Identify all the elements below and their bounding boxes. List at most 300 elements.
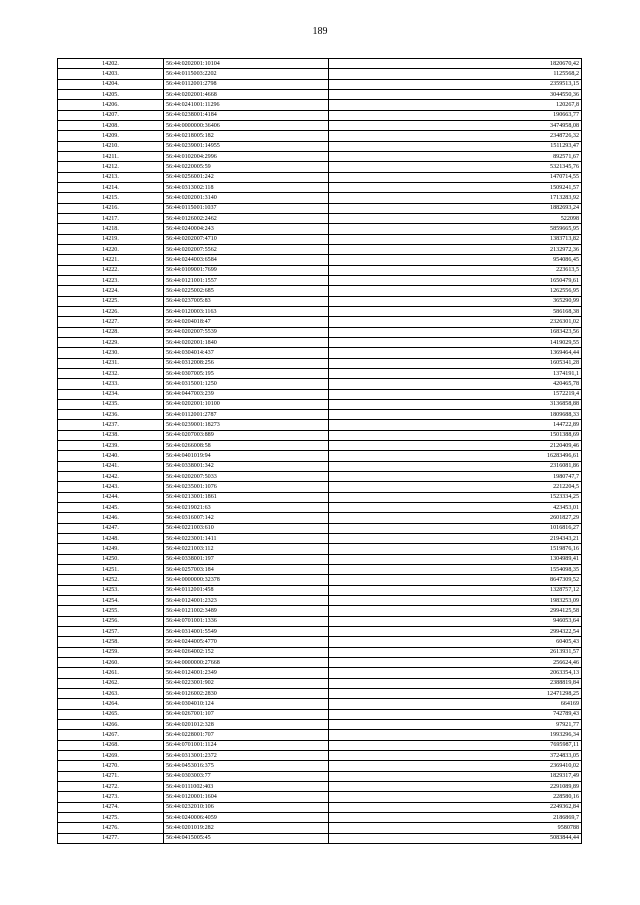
row-number: 14218. [58,224,164,234]
row-number: 14237. [58,420,164,430]
row-number: 14277. [58,833,164,843]
row-number: 14233. [58,379,164,389]
row-number: 14228. [58,327,164,337]
cadastral-value: 946053,64 [329,616,582,626]
row-number: 14206. [58,100,164,110]
table-row [58,451,582,461]
table-row [58,389,582,399]
cadastral-number: 56:44:0315001:1250 [164,379,329,389]
row-number: 14250. [58,554,164,564]
table-row [58,420,582,430]
cadastral-number: 56:44:0202007:5562 [164,244,329,254]
page-number: 189 [312,26,328,37]
cadastral-value: 5321345,76 [329,162,582,172]
table-row [58,224,582,234]
table-row [58,461,582,471]
table-row [58,275,582,285]
table-row [58,761,582,771]
cadastral-number: 56:44:0207003:889 [164,430,329,440]
row-number: 14269. [58,750,164,760]
row-number: 14224. [58,286,164,296]
table-row [58,678,582,688]
cadastral-value: 2994125,58 [329,606,582,616]
cadastral-value: 1554098,35 [329,565,582,575]
table-row [58,110,582,120]
table-row [58,792,582,802]
table-row [58,131,582,141]
cadastral-number: 56:44:0266008:58 [164,441,329,451]
cadastral-value: 5859665,95 [329,224,582,234]
row-number: 14230. [58,348,164,358]
row-number: 14215. [58,193,164,203]
table-row [58,100,582,110]
cadastral-number: 56:44:0202007:5539 [164,327,329,337]
table-row [58,596,582,606]
cadastral-value: 8647309,52 [329,575,582,585]
table-row [58,709,582,719]
cadastral-value: 120267,8 [329,100,582,110]
cadastral-number: 56:44:0201019:282 [164,823,329,833]
row-number: 14246. [58,513,164,523]
cadastral-number: 56:44:0202001:10100 [164,399,329,409]
cadastral-value: 2316081,86 [329,461,582,471]
cadastral-number: 56:44:0219021:63 [164,503,329,513]
cadastral-number: 56:44:0304014:437 [164,348,329,358]
cadastral-number: 56:44:0220005:59 [164,162,329,172]
cadastral-value: 1980747,7 [329,472,582,482]
cadastral-number: 56:44:0401019:94 [164,451,329,461]
row-number: 14223. [58,275,164,285]
cadastral-number: 56:44:0202001:10104 [164,59,329,69]
cadastral-value: 3724833,05 [329,750,582,760]
cadastral-value: 423453,01 [329,503,582,513]
table-row [58,802,582,812]
cadastral-value: 190663,77 [329,110,582,120]
row-number: 14249. [58,544,164,554]
table-row [58,668,582,678]
table-row [58,348,582,358]
table-row [58,141,582,151]
cadastral-value: 1519876,16 [329,544,582,554]
cadastral-value: 954086,45 [329,255,582,265]
cadastral-number: 56:44:0121002:3489 [164,606,329,616]
table-row [58,472,582,482]
row-number: 14254. [58,596,164,606]
cadastral-number: 56:44:0218005:182 [164,131,329,141]
table-row [58,368,582,378]
table-row [58,213,582,223]
cadastral-number: 56:44:0120001:1604 [164,792,329,802]
row-number: 14270. [58,761,164,771]
table-row [58,585,582,595]
cadastral-value: 16283496,61 [329,451,582,461]
row-number: 14209. [58,131,164,141]
row-number: 14236. [58,410,164,420]
table-row [58,554,582,564]
table-row [58,317,582,327]
cadastral-number: 56:44:0240006:4059 [164,812,329,822]
cadastral-value: 2359513,15 [329,79,582,89]
row-number: 14214. [58,182,164,192]
table-row [58,306,582,316]
table-row [58,482,582,492]
cadastral-value: 1993296,34 [329,730,582,740]
table-row [58,79,582,89]
table-row [58,255,582,265]
cadastral-value: 1374191,1 [329,368,582,378]
cadastral-value: 1523334,25 [329,492,582,502]
cadastral-number: 56:44:0202001:1840 [164,337,329,347]
cadastral-number: 56:44:0313001:2372 [164,750,329,760]
cadastral-value: 742789,43 [329,709,582,719]
cadastral-number: 56:44:0415005:45 [164,833,329,843]
table-row [58,781,582,791]
table-row [58,513,582,523]
row-number: 14234. [58,389,164,399]
row-number: 14267. [58,730,164,740]
row-number: 14210. [58,141,164,151]
cadastral-number: 56:44:0264002:152 [164,647,329,657]
table-row [58,410,582,420]
cadastral-number: 56:44:0304010:124 [164,699,329,709]
table-row [58,182,582,192]
cadastral-value: 3136858,88 [329,399,582,409]
cadastral-number: 56:44:0109001:7699 [164,265,329,275]
row-number: 14262. [58,678,164,688]
cadastral-number: 56:44:0124001:2323 [164,596,329,606]
cadastral-number: 56:44:0124001:2349 [164,668,329,678]
table-row [58,151,582,161]
cadastral-value: 365290,99 [329,296,582,306]
row-number: 14212. [58,162,164,172]
row-number: 14252. [58,575,164,585]
table-row [58,441,582,451]
cadastral-value: 586168,38 [329,306,582,316]
cadastral-value: 2120409,46 [329,441,582,451]
row-number: 14229. [58,337,164,347]
table-row [58,575,582,585]
table-row [58,833,582,843]
row-number: 14255. [58,606,164,616]
cadastral-value: 9580788 [329,823,582,833]
cadastral-number: 56:44:0240004:243 [164,224,329,234]
cadastral-value: 1983253,09 [329,596,582,606]
cadastral-number: 56:44:0204018:47 [164,317,329,327]
cadastral-value: 7695987,11 [329,740,582,750]
cadastral-value: 1809688,33 [329,410,582,420]
cadastral-number: 56:44:0241001:11296 [164,100,329,110]
cadastral-number: 56:44:0453016:375 [164,761,329,771]
cadastral-value: 2132972,36 [329,244,582,254]
row-number: 14219. [58,234,164,244]
row-number: 14245. [58,503,164,513]
cadastral-value: 522098 [329,213,582,223]
cadastral-number: 56:44:0223001:902 [164,678,329,688]
row-number: 14244. [58,492,164,502]
table-row [58,265,582,275]
row-number: 14204. [58,79,164,89]
table-row [58,337,582,347]
cadastral-number: 56:44:0701001:1124 [164,740,329,750]
row-number: 14263. [58,689,164,699]
cadastral-value: 2186869,7 [329,812,582,822]
cadastral-value: 664169 [329,699,582,709]
cadastral-number: 56:44:0244005:4770 [164,637,329,647]
cadastral-number: 56:44:0120003:1163 [164,306,329,316]
row-number: 14205. [58,89,164,99]
row-number: 14261. [58,668,164,678]
cadastral-value: 1501388,69 [329,430,582,440]
cadastral-value: 1713283,92 [329,193,582,203]
cadastral-value: 2249362,84 [329,802,582,812]
row-number: 14275. [58,812,164,822]
cadastral-number: 56:44:0213001:1861 [164,492,329,502]
row-number: 14238. [58,430,164,440]
cadastral-number: 56:44:0112001:2798 [164,79,329,89]
cadastral-number: 56:44:0316007:142 [164,513,329,523]
table-row [58,172,582,182]
cadastral-number: 56:44:0115003:2202 [164,69,329,79]
row-number: 14220. [58,244,164,254]
cadastral-number: 56:44:0338001:197 [164,554,329,564]
cadastral-value: 2369410,02 [329,761,582,771]
row-number: 14231. [58,358,164,368]
cadastral-number: 56:44:0228001:707 [164,730,329,740]
row-number: 14217. [58,213,164,223]
table-row [58,244,582,254]
cadastral-number: 56:44:0000000:36406 [164,120,329,130]
cadastral-value: 223613,5 [329,265,582,275]
cadastral-number: 56:44:0121001:1557 [164,275,329,285]
row-number: 14241. [58,461,164,471]
row-number: 14247. [58,523,164,533]
cadastral-number: 56:44:0126002:2830 [164,689,329,699]
cadastral-number: 56:44:0202007:4710 [164,234,329,244]
table-row [58,69,582,79]
cadastral-value: 1470714,55 [329,172,582,182]
cadastral-value: 420465,78 [329,379,582,389]
row-number: 14213. [58,172,164,182]
cadastral-value: 60405,43 [329,637,582,647]
row-number: 14225. [58,296,164,306]
cadastral-number: 56:44:0239001:18273 [164,420,329,430]
cadastral-number: 56:44:0112001:2787 [164,410,329,420]
cadastral-value: 1262556,95 [329,286,582,296]
row-number: 14260. [58,658,164,668]
table-row [58,812,582,822]
table-row [58,286,582,296]
table-row [58,162,582,172]
table-row [58,823,582,833]
cadastral-number: 56:44:0221003:610 [164,523,329,533]
cadastral-value: 1419029,55 [329,337,582,347]
cadastral-value: 1829317,49 [329,771,582,781]
table-row [58,296,582,306]
cadastral-number: 56:44:0000000:32378 [164,575,329,585]
cadastral-value: 1820670,42 [329,59,582,69]
table-row [58,637,582,647]
row-number: 14276. [58,823,164,833]
cadastral-value: 5083844,44 [329,833,582,843]
table-row [58,120,582,130]
row-number: 14221. [58,255,164,265]
table-row [58,647,582,657]
cadastral-number: 56:44:0244003:6584 [164,255,329,265]
cadastral-value: 1572219,4 [329,389,582,399]
cadastral-value: 12471298,25 [329,689,582,699]
table-row [58,771,582,781]
cadastral-value: 1383713,82 [329,234,582,244]
table-row [58,203,582,213]
cadastral-number: 56:44:0307005:195 [164,368,329,378]
row-number: 14264. [58,699,164,709]
cadastral-number: 56:44:0313002:118 [164,182,329,192]
row-number: 14265. [58,709,164,719]
cadastral-value: 3044550,36 [329,89,582,99]
cadastral-value: 2063354,13 [329,668,582,678]
row-number: 14271. [58,771,164,781]
table-row [58,193,582,203]
row-number: 14240. [58,451,164,461]
row-number: 14207. [58,110,164,120]
table-row [58,730,582,740]
cadastral-number: 56:44:0447003:239 [164,389,329,399]
row-number: 14242. [58,472,164,482]
cadastral-number: 56:44:0237005:83 [164,296,329,306]
cadastral-value: 228580,16 [329,792,582,802]
row-number: 14216. [58,203,164,213]
cadastral-number: 56:44:0111002:403 [164,781,329,791]
cadastral-value: 144722,89 [329,420,582,430]
table-row [58,699,582,709]
cadastral-number: 56:44:0201012:328 [164,720,329,730]
cadastral-number: 56:44:0257003:184 [164,565,329,575]
table-row [58,740,582,750]
cadastral-value: 1605341,28 [329,358,582,368]
cadastral-value: 2291089,89 [329,781,582,791]
cadastral-number: 56:44:0202001:3140 [164,193,329,203]
table-row [58,627,582,637]
table-row [58,234,582,244]
table-row [58,523,582,533]
cadastral-value: 1511293,47 [329,141,582,151]
table-row [58,720,582,730]
table-row [58,379,582,389]
cadastral-number: 56:44:0314001:5549 [164,627,329,637]
table-row [58,658,582,668]
cadastral-number: 56:44:0112001:458 [164,585,329,595]
table-row [58,565,582,575]
table-row [58,534,582,544]
table-row [58,616,582,626]
row-number: 14256. [58,616,164,626]
row-number: 14208. [58,120,164,130]
row-number: 14248. [58,534,164,544]
table-row [58,399,582,409]
table-row [58,59,582,69]
cadastral-number: 56:44:0115001:1037 [164,203,329,213]
cadastral-value: 1509241,57 [329,182,582,192]
table-row [58,327,582,337]
cadastral-number: 56:44:0338001:342 [164,461,329,471]
row-number: 14253. [58,585,164,595]
row-number: 14243. [58,482,164,492]
cadastral-number: 56:44:0102004:2996 [164,151,329,161]
cadastral-number: 56:44:0223001:1411 [164,534,329,544]
row-number: 14226. [58,306,164,316]
row-number: 14235. [58,399,164,409]
row-number: 14232. [58,368,164,378]
row-number: 14222. [58,265,164,275]
cadastral-value: 2212204,5 [329,482,582,492]
table-row [58,606,582,616]
cadastral-number: 56:44:0225002:685 [164,286,329,296]
cadastral-value-table [57,58,582,844]
cadastral-value: 1369464,44 [329,348,582,358]
cadastral-value: 1882693,24 [329,203,582,213]
cadastral-value: 1683423,56 [329,327,582,337]
cadastral-number: 56:44:0239001:14955 [164,141,329,151]
cadastral-number: 56:44:0221003:112 [164,544,329,554]
table-row [58,430,582,440]
cadastral-value: 97921,77 [329,720,582,730]
cadastral-value: 1304989,41 [329,554,582,564]
cadastral-value: 1328757,12 [329,585,582,595]
row-number: 14258. [58,637,164,647]
table-row [58,503,582,513]
cadastral-number: 56:44:0267001:107 [164,709,329,719]
cadastral-value: 3474958,08 [329,120,582,130]
cadastral-value: 1650479,61 [329,275,582,285]
cadastral-value: 2601827,29 [329,513,582,523]
table-row [58,89,582,99]
row-number: 14274. [58,802,164,812]
cadastral-value: 2326301,02 [329,317,582,327]
cadastral-number: 56:44:0238001:4184 [164,110,329,120]
cadastral-value: 892571,67 [329,151,582,161]
cadastral-number: 56:44:0312008:256 [164,358,329,368]
table-row [58,492,582,502]
cadastral-number: 56:44:0126002:2462 [164,213,329,223]
cadastral-value: 1016816,27 [329,523,582,533]
cadastral-value: 2388819,84 [329,678,582,688]
cadastral-number: 56:44:0202007:5033 [164,472,329,482]
cadastral-number: 56:44:0256001:242 [164,172,329,182]
cadastral-number: 56:44:0303003:77 [164,771,329,781]
row-number: 14227. [58,317,164,327]
row-number: 14266. [58,720,164,730]
cadastral-number: 56:44:0232010:106 [164,802,329,812]
cadastral-number: 56:44:0000000:27668 [164,658,329,668]
table-row [58,689,582,699]
table-row [58,544,582,554]
row-number: 14202. [58,59,164,69]
row-number: 14272. [58,781,164,791]
row-number: 14259. [58,647,164,657]
cadastral-value: 2194343,21 [329,534,582,544]
table-body [58,59,582,844]
row-number: 14203. [58,69,164,79]
cadastral-value: 2994322,54 [329,627,582,637]
row-number: 14239. [58,441,164,451]
table-row [58,750,582,760]
cadastral-number: 56:44:0701001:1336 [164,616,329,626]
cadastral-value: 2613931,57 [329,647,582,657]
row-number: 14273. [58,792,164,802]
cadastral-number: 56:44:0202001:4668 [164,89,329,99]
cadastral-value: 2348726,32 [329,131,582,141]
cadastral-value: 256624,46 [329,658,582,668]
